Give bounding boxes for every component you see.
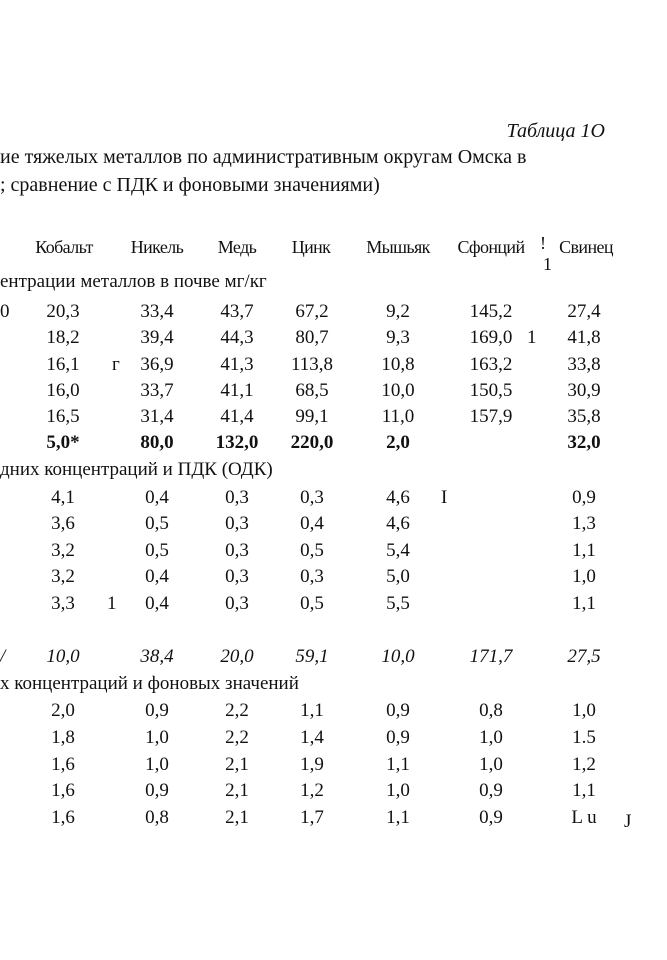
- table-title-line-1: ие тяжелых металлов по административным округам Омска в: [0, 146, 527, 168]
- column-header: Медь: [217, 237, 257, 257]
- concentration-cell: 16,5: [46, 406, 80, 427]
- pdk-ratio-cell: 4,6: [386, 487, 410, 508]
- header-mark-one: 1: [543, 254, 552, 274]
- background-value-cell: 20,0: [220, 646, 254, 667]
- concentration-cell: 150,5: [469, 380, 513, 401]
- concentration-cell: 11,0: [381, 406, 415, 427]
- column-header: Кобальт: [35, 237, 93, 257]
- concentration-cell: 10,8: [381, 354, 415, 375]
- column-header: Сфонций: [457, 237, 525, 257]
- pdk-ratio-cell: 1,1: [572, 540, 596, 561]
- pdk-ratio-cell: 5,5: [386, 593, 410, 614]
- pdk-cell: 80,0: [140, 432, 174, 453]
- column-header: Цинк: [291, 237, 331, 257]
- concentration-cell: 68,5: [295, 380, 329, 401]
- background-ratio-cell: 0,9: [479, 807, 503, 828]
- background-ratio-cell: 0,9: [386, 727, 410, 748]
- scan-artifact: 1: [527, 327, 537, 348]
- column-header: Мышьяк: [366, 237, 430, 257]
- concentration-cell: 41,1: [220, 380, 254, 401]
- background-ratio-cell: 1,0: [386, 780, 410, 801]
- concentration-cell: 43,7: [220, 301, 254, 322]
- pdk-ratio-cell: 0,3: [300, 487, 324, 508]
- concentration-cell: 113,8: [290, 354, 334, 375]
- pdk-cell: 220,0: [290, 432, 334, 453]
- background-ratio-cell: 1,6: [51, 807, 75, 828]
- pdk-ratio-cell: 0,4: [145, 593, 169, 614]
- pdk-cell: 132,0: [215, 432, 259, 453]
- background-ratio-cell: L u: [571, 807, 597, 828]
- background-ratio-cell: 1.5: [572, 727, 596, 748]
- pdk-ratio-cell: 0,3: [225, 487, 249, 508]
- concentration-cell: 30,9: [567, 380, 601, 401]
- pdk-ratio-cell: 0,3: [300, 566, 324, 587]
- pdk-cell: 5,0*: [46, 432, 80, 453]
- pdk-ratio-cell: 0,4: [145, 487, 169, 508]
- concentration-cell: 16,0: [46, 380, 80, 401]
- background-ratio-cell: 2,1: [225, 807, 249, 828]
- pdk-ratio-cell: 3,2: [51, 540, 75, 561]
- scan-artifact: J: [624, 811, 632, 832]
- background-ratio-cell: 1,0: [145, 754, 169, 775]
- background-ratio-cell: 1,8: [51, 727, 75, 748]
- column-header: Свинец: [559, 237, 613, 257]
- background-value-cell: 27,5: [567, 646, 601, 667]
- pdk-ratio-cell: 5,4: [386, 540, 410, 561]
- pdk-ratio-cell: 4,1: [51, 487, 75, 508]
- pdk-ratio-cell: 0,3: [225, 593, 249, 614]
- concentration-cell: 145,2: [469, 301, 513, 322]
- scan-artifact: /: [0, 646, 6, 667]
- background-ratio-cell: 1,0: [572, 700, 596, 721]
- section-heading-background-ratio: х концентраций и фоновых значений: [0, 673, 299, 694]
- concentration-cell: 163,2: [469, 354, 513, 375]
- background-ratio-cell: 0,9: [145, 700, 169, 721]
- scan-artifact: г: [112, 354, 120, 375]
- concentration-cell: 33,7: [140, 380, 174, 401]
- pdk-ratio-cell: 0,5: [300, 540, 324, 561]
- background-ratio-cell: 1,2: [300, 780, 324, 801]
- concentration-cell: 33,8: [567, 354, 601, 375]
- background-ratio-cell: 1,9: [300, 754, 324, 775]
- concentration-cell: 35,8: [567, 406, 601, 427]
- background-ratio-cell: 1,1: [300, 700, 324, 721]
- concentration-cell: 18,2: [46, 327, 80, 348]
- background-ratio-cell: 0,8: [479, 700, 503, 721]
- pdk-ratio-cell: 0,4: [300, 513, 324, 534]
- background-value-cell: 10,0: [381, 646, 415, 667]
- concentration-cell: 67,2: [295, 301, 329, 322]
- concentration-cell: 169,0: [469, 327, 513, 348]
- pdk-ratio-cell: 4,6: [386, 513, 410, 534]
- concentration-cell: 41,8: [567, 327, 601, 348]
- concentration-cell: 16,1: [46, 354, 80, 375]
- table-number-label: Таблица 1О: [506, 120, 605, 142]
- background-ratio-cell: 1,1: [386, 807, 410, 828]
- concentration-cell: 36,9: [140, 354, 174, 375]
- section-heading-pdk-ratio: дних концентраций и ПДК (ОДК): [0, 459, 273, 480]
- background-ratio-cell: 1,7: [300, 807, 324, 828]
- pdk-cell: 32,0: [567, 432, 601, 453]
- concentration-cell: 31,4: [140, 406, 174, 427]
- background-ratio-cell: 2,2: [225, 700, 249, 721]
- pdk-ratio-cell: 1,0: [572, 566, 596, 587]
- scan-artifact: 1: [107, 593, 117, 614]
- pdk-ratio-cell: 0,3: [225, 566, 249, 587]
- concentration-cell: 9,2: [386, 301, 410, 322]
- background-ratio-cell: 1,4: [300, 727, 324, 748]
- pdk-ratio-cell: 0,9: [572, 487, 596, 508]
- pdk-ratio-cell: 0,5: [145, 540, 169, 561]
- column-header: Никель: [130, 237, 184, 257]
- pdk-ratio-cell: 0,5: [145, 513, 169, 534]
- pdk-ratio-cell: 1,3: [572, 513, 596, 534]
- background-ratio-cell: 0,9: [145, 780, 169, 801]
- background-ratio-cell: 1,2: [572, 754, 596, 775]
- background-value-cell: 59,1: [295, 646, 329, 667]
- background-ratio-cell: 1,6: [51, 780, 75, 801]
- background-ratio-cell: 0,9: [386, 700, 410, 721]
- concentration-cell: 41,3: [220, 354, 254, 375]
- concentration-cell: 80,7: [295, 327, 329, 348]
- section-heading-concentrations: ентрации металлов в почве мг/кг: [0, 271, 267, 292]
- background-ratio-cell: 2,1: [225, 754, 249, 775]
- background-ratio-cell: 2,2: [225, 727, 249, 748]
- concentration-cell: 39,4: [140, 327, 174, 348]
- pdk-ratio-cell: 3,6: [51, 513, 75, 534]
- concentration-cell: 41,4: [220, 406, 254, 427]
- pdk-ratio-cell: 0,3: [225, 540, 249, 561]
- background-ratio-cell: 1,1: [572, 780, 596, 801]
- concentration-cell: 10,0: [381, 380, 415, 401]
- background-value-cell: 171,7: [469, 646, 513, 667]
- concentration-cell: 99,1: [295, 406, 329, 427]
- pdk-ratio-cell: 3,2: [51, 566, 75, 587]
- concentration-cell: 20,3: [46, 301, 80, 322]
- concentration-cell: 33,4: [140, 301, 174, 322]
- pdk-ratio-cell: 0,3: [225, 513, 249, 534]
- background-ratio-cell: 1,6: [51, 754, 75, 775]
- background-ratio-cell: 1,0: [479, 727, 503, 748]
- header-mark-excl: !: [540, 233, 546, 253]
- background-ratio-cell: 1,0: [479, 754, 503, 775]
- concentration-cell: 9,3: [386, 327, 410, 348]
- pdk-ratio-cell: 0,4: [145, 566, 169, 587]
- background-value-cell: 38,4: [140, 646, 174, 667]
- concentration-cell: 44,3: [220, 327, 254, 348]
- background-ratio-cell: 1,0: [145, 727, 169, 748]
- concentration-cell: 157,9: [469, 406, 513, 427]
- scan-artifact: I: [441, 487, 448, 508]
- table-title-line-2: ; сравнение с ПДК и фоновыми значениями): [0, 174, 380, 196]
- background-ratio-cell: 2,1: [225, 780, 249, 801]
- scan-artifact: 0: [0, 301, 10, 322]
- pdk-cell: 2,0: [386, 432, 410, 453]
- pdk-ratio-cell: 0,5: [300, 593, 324, 614]
- background-ratio-cell: 0,9: [479, 780, 503, 801]
- pdk-ratio-cell: 1,1: [572, 593, 596, 614]
- background-ratio-cell: 1,1: [386, 754, 410, 775]
- pdk-ratio-cell: 3,3: [51, 593, 75, 614]
- background-value-cell: 10,0: [46, 646, 80, 667]
- background-ratio-cell: 2,0: [51, 700, 75, 721]
- pdk-ratio-cell: 5,0: [386, 566, 410, 587]
- concentration-cell: 27,4: [567, 301, 601, 322]
- background-ratio-cell: 0,8: [145, 807, 169, 828]
